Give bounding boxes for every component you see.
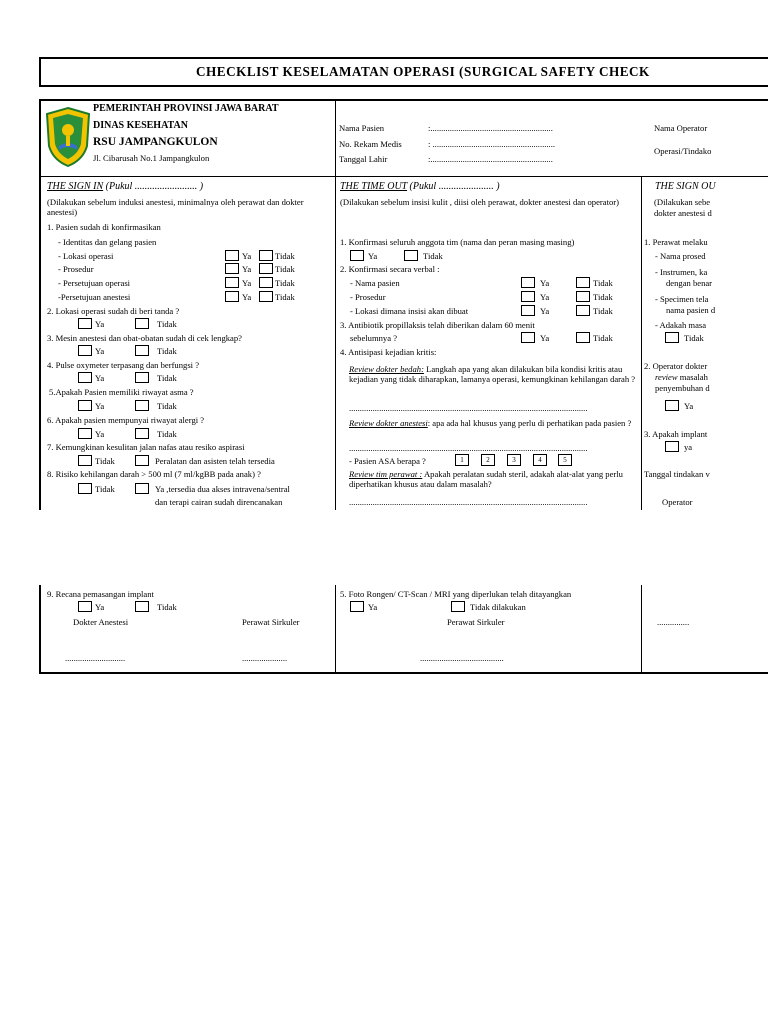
to-signature-nurse-label: Perawat Sirkuler [447,617,505,627]
label-tidak-dilakukan: Tidak dilakukan [470,602,526,612]
sign-out-q2b: review masalah [655,372,708,382]
sign-in-heading: THE SIGN IN (Pukul ......................... ) [47,181,204,192]
asa-option-3[interactable]: 3 [507,454,521,466]
patient-name-field[interactable]: :......................................................... [428,123,553,133]
signature-anesthesiologist-line[interactable]: ............................ [65,653,126,663]
checkbox-foto-tidak-dilakukan[interactable] [451,601,465,612]
asa-option-5[interactable]: 5 [558,454,572,466]
checkbox-so-q2-ya[interactable] [665,400,679,411]
sign-in-q6: 6. Apakah pasien mempunyai riwayat alergi ? [47,415,205,425]
sign-in-q4: 4. Pulse oxymeter terpasang dan berfungsi ? [47,360,200,370]
form-title: CHECKLIST KESELAMATAN OPERASI (SURGICAL SAFETY CHECK [196,64,650,79]
checkbox-q5-tidak[interactable] [135,400,149,411]
checkbox-q4-tidak[interactable] [135,372,149,383]
operator-name-label: Nama Operator [654,123,708,133]
header-divider [39,176,768,177]
checkbox-to-prosedur-tidak[interactable] [576,291,590,302]
label-ya: Ya [242,251,252,261]
checkbox-lokasi-ya[interactable] [225,250,239,261]
page-gap [39,510,768,585]
sign-out-q2a: 2. Operator dokter [644,361,708,371]
sign-in-q8: 8. Risiko kehilangan darah > 500 ml (7 ml/kgBB pada anak) ? [47,469,261,479]
label-terapi-cairan: dan terapi cairan sudah direncanakan [155,497,283,507]
label-tidak: Tidak [593,292,613,302]
label-peralatan-tersedia: Peralatan dan asisten telah tersedia [155,456,275,466]
sign-out-q1c2: nama pasien d [666,305,716,315]
column-divider-1 [335,99,336,674]
asa-label: - Pasien ASA berapa ? [349,456,426,466]
label-ya: Ya [95,401,105,411]
sign-in-q1a: - Identitas dan gelang pasien [58,237,157,247]
checkbox-lokasi-insisi-tidak[interactable] [576,305,590,316]
checkbox-q3-tidak[interactable] [135,345,149,356]
record-number-field[interactable]: : ......................................................... [428,139,555,149]
column-divider-2 [641,176,642,674]
time-out-q2a: - Nama pasien [350,278,400,288]
checkbox-to-q1-ya[interactable] [350,250,364,261]
sign-out-heading: THE SIGN OU [655,181,716,192]
to-signature-nurse-line[interactable]: ....................................... [420,653,504,663]
sign-in-q1e: -Persetujuan anestesi [58,292,131,302]
org-line-2: DINAS KESEHATAN [93,120,188,131]
sign-out-q3: 3. Apakah implant [644,429,708,439]
label-ya: Ya [95,429,105,439]
checkbox-to-prosedur-ya[interactable] [521,291,535,302]
checkbox-prosedur-tidak[interactable] [259,263,273,274]
time-out-q2c: - Lokasi dimana insisi akan dibuat [350,306,469,316]
label-tidak: Tidak [593,333,613,343]
label-tidak: Tidak [275,278,295,288]
signature-circulating-nurse-label: Perawat Sirkuler [242,617,300,627]
checkbox-prosedur-ya[interactable] [225,263,239,274]
checkbox-q4-ya[interactable] [78,372,92,383]
asa-option-2[interactable]: 2 [481,454,495,466]
label-ya: Ya [95,319,105,329]
surgeon-review: Review dokter bedah: Langkah apa yang akan dilakukan bila kondisi kritis atau kejadian yang tidak diharapkan, lamanya operasi, kemungkinan kehilangan darah ? [349,364,636,384]
label-tidak: Tidak [684,333,704,343]
label-tidak: Tidak [157,373,177,383]
province-seal-icon [45,106,91,168]
label-tidak: Tidak [593,278,613,288]
time-out-q1: 1. Konfirmasi seluruh anggota tim (nama dan peran masing masing) [340,237,575,247]
sign-in-q1b: - Lokasi operasi [58,251,114,261]
checkbox-persetujuan-operasi-ya[interactable] [225,277,239,288]
birth-date-field[interactable]: :......................................................... [428,154,553,164]
checkbox-persetujuan-operasi-tidak[interactable] [259,277,273,288]
sign-out-operator-line[interactable]: ............... [657,617,690,627]
label-tidak: Tidak [423,251,443,261]
checkbox-so-q1d-tidak[interactable] [665,332,679,343]
time-out-q3a: 3. Antibiotik propillaksis telah diberikan dalam 60 menit [340,320,535,330]
label-ya: Ya [540,292,550,302]
label-ya: Ya [368,251,378,261]
sign-out-q2c: penyembuhan d [655,383,710,393]
label-tidak: Tidak [157,346,177,356]
sign-out-q1b1: - Instrumen, ka [655,267,708,277]
signature-circulating-nurse-line[interactable]: ..................... [242,653,288,663]
label-tidak: Tidak [157,319,177,329]
time-out-q2: 2. Konfirmasi secara verbal : [340,264,440,274]
label-tidak: Tidak [95,456,115,466]
label-ya: Ya [684,401,694,411]
org-line-1: PEMERINTAH PROVINSI JAWA BARAT [93,103,279,114]
checkbox-q6-ya[interactable] [78,428,92,439]
time-out-q4: 4. Antisipasi kejadian kritis: [340,347,437,357]
org-line-3: RSU JAMPANGKULON [93,136,218,148]
asa-option-4[interactable]: 4 [533,454,547,466]
label-ya: Ya [368,602,378,612]
sign-in-q2: 2. Lokasi operasi sudah di beri tanda ? [47,306,180,316]
checkbox-q8-tidak[interactable] [78,483,92,494]
label-tidak: Tidak [157,602,177,612]
sign-out-q1a: - Nama prosed [655,251,706,261]
checkbox-q8-ya[interactable] [135,483,149,494]
label-ya: Ya [95,346,105,356]
label-tidak: Tidak [593,306,613,316]
checkbox-foto-ya[interactable] [350,601,364,612]
label-tidak: Tidak [275,292,295,302]
nurse-notes-line[interactable]: ............................................................................................................... [349,497,588,507]
sign-in-note: (Dilakukan sebelum induksi anestesi, minimalnya oleh perawat dan dokter anestesi) [47,197,304,217]
label-ya: Ya [242,264,252,274]
sign-out-q1: 1. Perawat melaku [644,237,708,247]
sign-in-q7: 7. Kemungkinan kesulitan jalan nafas atau resiko aspirasi [47,442,245,452]
sign-out-date: Tanggal tindakan v [644,469,710,479]
checkbox-q9-ya[interactable] [78,601,92,612]
checkbox-q5-ya[interactable] [78,400,92,411]
sign-in-q1: 1. Pasien sudah di konfirmasikan [47,222,161,232]
checkbox-q6-tidak[interactable] [135,428,149,439]
label-ya: ya [684,442,693,452]
checkbox-q7-ya[interactable] [135,455,149,466]
time-out-note: (Dilakukan sebelum insisi kulit , diisi oleh perawat, dokter anestesi dan operator) [340,197,619,207]
label-tidak: Tidak [275,264,295,274]
sign-in-q5: 5.Apakah Pasien memiliki riwayat asma ? [49,387,194,397]
sign-in-q1c: - Prosedur [58,264,94,274]
checkbox-q3-ya[interactable] [78,345,92,356]
checkbox-lokasi-tidak[interactable] [259,250,273,261]
checkbox-q7-tidak[interactable] [78,455,92,466]
time-out-q3b: sebelumnya ? [350,333,398,343]
checkbox-nama-pasien-tidak[interactable] [576,277,590,288]
label-tidak: Tidak [157,429,177,439]
label-ya: Ya [95,602,105,612]
patient-name-label: Nama Pasien [339,123,385,133]
org-address: Jl. Cibarusah No.1 Jampangkulon [93,153,210,163]
sign-out-q1c1: - Specimen tela [655,294,709,304]
sign-in-q9: 9. Recana pemasangan implant [47,589,154,599]
checkbox-q2-tidak[interactable] [135,318,149,329]
sign-out-q1b2: dengan benar [666,278,713,288]
checkbox-nama-pasien-ya[interactable] [521,277,535,288]
sign-in-q1d: - Persetujuan operasi [58,278,131,288]
label-tidak: Tidak [275,251,295,261]
checkbox-persetujuan-anestesi-tidak[interactable] [259,291,273,302]
label-ya: Ya [242,278,252,288]
nurse-review: Review tim perawat : Apakah peralatan sudah steril, adakah alat-alat yang perlu diperhatikan khusus atau dalam masalah? [349,469,623,489]
checkbox-persetujuan-anestesi-ya[interactable] [225,291,239,302]
label-ya: Ya [540,333,550,343]
checkbox-so-q3-ya[interactable] [665,441,679,452]
sign-out-operator-label: Operator [662,497,693,507]
checkbox-q9-tidak[interactable] [135,601,149,612]
label-tidak: Tidak [95,484,115,494]
procedure-label: Operasi/Tindako [654,146,712,156]
checkbox-q2-ya[interactable] [78,318,92,329]
checkbox-antibiotik-tidak[interactable] [576,332,590,343]
signature-anesthesiologist-label: Dokter Anestesi [73,617,129,627]
time-out-q2b: - Prosedur [350,292,386,302]
anesthesiologist-review: Review dokter anestesi: apa ada hal khusus yang perlu di perhatikan pada pasien ? [349,418,632,428]
label-ya: Ya [540,278,550,288]
checkbox-to-q1-tidak[interactable] [404,250,418,261]
asa-option-1[interactable]: 1 [455,454,469,466]
birth-date-label: Tanggal Lahir [339,154,388,164]
label-tidak: Tidak [157,401,177,411]
label-ya: Ya [242,292,252,302]
surgeon-notes-line[interactable]: ............................................................................................................... [349,403,588,413]
sign-in-q3: 3. Mesin anestesi dan obat-obatan sudah di cek lengkap? [47,333,242,343]
sign-out-note-1: (Dilakukan sebe [654,197,711,207]
checkbox-antibiotik-ya[interactable] [521,332,535,343]
anesthesiologist-notes-line[interactable]: ............................................................................................................... [349,443,588,453]
sign-out-note-2: dokter anestesi d [654,208,712,218]
label-ya: Ya [540,306,550,316]
time-out-heading: THE TIME OUT (Pukul ...................... ) [340,181,500,192]
label-akses-intravena: Ya ,tersedia dua akses intravena/sentral [155,484,290,494]
checkbox-lokasi-insisi-ya[interactable] [521,305,535,316]
time-out-q5: 5. Foto Rongen/ CT-Scan / MRI yang diperlukan telah ditayangkan [340,589,572,599]
record-number-label: No. Rekam Medis [339,139,402,149]
sign-out-q1d: - Adakah masa [655,320,707,330]
label-ya: Ya [95,373,105,383]
